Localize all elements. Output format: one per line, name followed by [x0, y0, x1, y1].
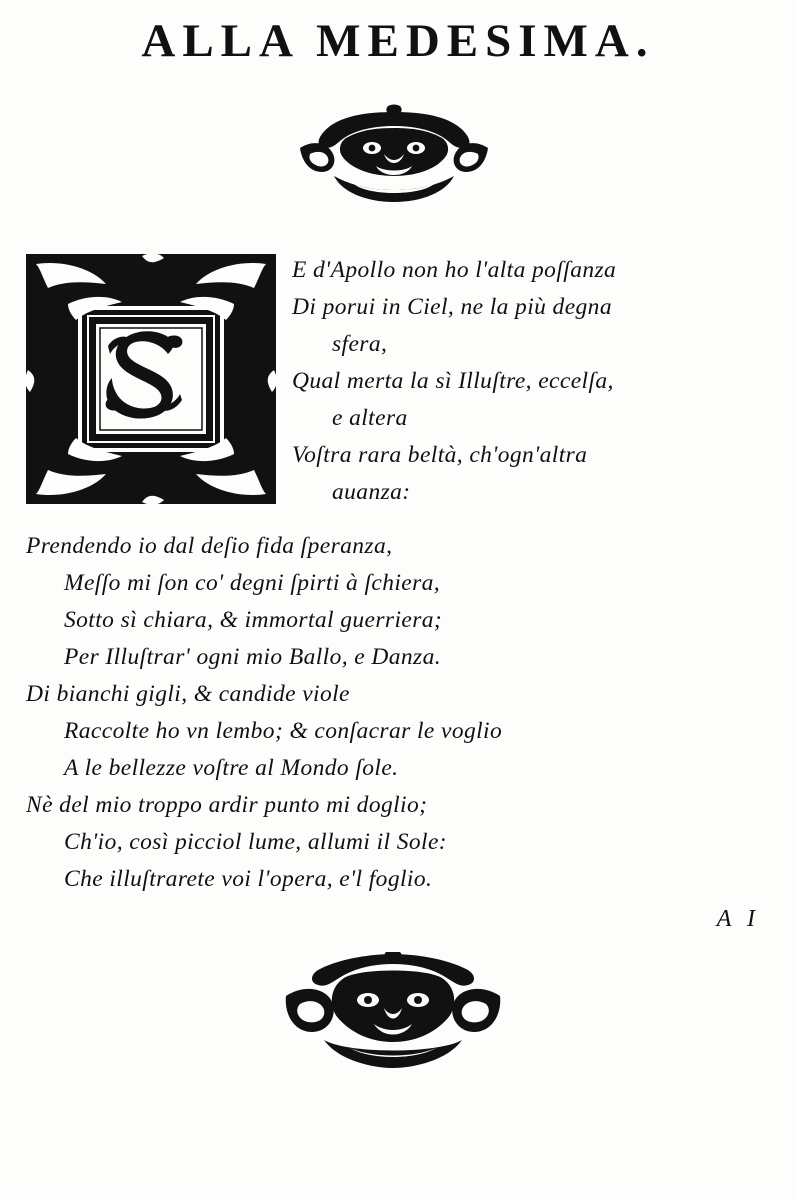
poem-line: Prendendo io dal deſio fida ſperanza, [26, 533, 393, 559]
poem-line: Voſtra rara beltà, ch'ogn'altra [292, 442, 588, 468]
poem-line: A le bellezze voſtre al Mondo ſole. [64, 755, 399, 781]
poem-line: Nè del mio troppo ardir punto mi doglio; [26, 792, 428, 818]
signature-mark: A I [716, 906, 760, 932]
poem-line: Per Illuſtrar' ogni mio Ballo, e Danza. [64, 644, 442, 670]
poem-line: Ch'io, così picciol lume, allumi il Sole: [64, 829, 448, 855]
poem-line: Sotto sì chiara, & immortal guerriera; [64, 607, 443, 633]
grotesque-mask-headpiece-ornament [288, 104, 500, 210]
stanza-two [26, 528, 726, 676]
poem-line: Di porui in Ciel, ne la più degna [292, 294, 612, 320]
poem-line: Raccolte ho vn lembo; & conſacrar le voglio [64, 718, 503, 744]
stanza-four [26, 787, 726, 898]
poem-line: auanza: [332, 479, 411, 505]
poem-line: Che illuſtrarete voi l'opera, e'l foglio. [64, 866, 433, 892]
poem-line: e altera [332, 405, 408, 431]
decorated-initial-S [22, 250, 280, 508]
stanza-three [26, 676, 726, 787]
poem-line: sfera, [332, 331, 388, 357]
poem-body [26, 528, 726, 898]
stanza-one [292, 252, 762, 511]
poem-line: Meſſo mi ſon co' degni ſpirti à ſchiera, [64, 570, 441, 596]
poem-line: E d'Apollo non ho l'alta poſſanza [292, 257, 617, 283]
page-title: ALLA MEDESIMA. [141, 15, 655, 67]
poem-line: Qual merta la sì Illuſtre, eccelſa, [292, 368, 614, 394]
grotesque-mask-tailpiece-ornament [262, 952, 524, 1070]
poem-line: Di bianchi gigli, & candide viole [26, 681, 350, 707]
